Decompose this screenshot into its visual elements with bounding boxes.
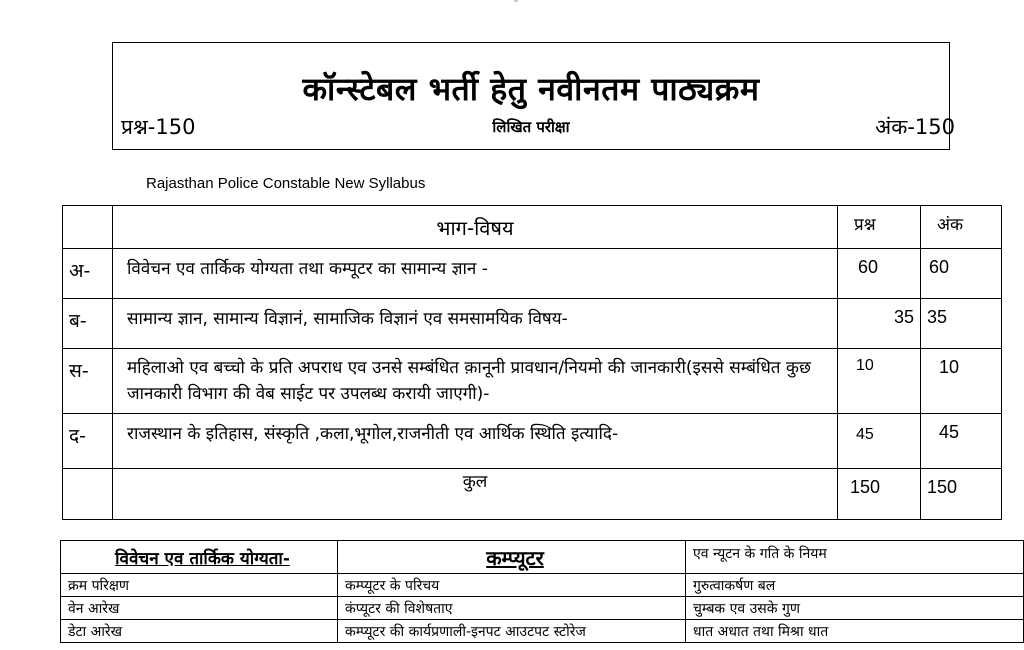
row-label: ब- — [63, 299, 113, 349]
syllabus-cell: क्रम परिक्षण — [61, 574, 338, 597]
row-subject: राजस्थान के इतिहास, संस्कृति ,कला,भूगोल,राजनीती एव आर्थिक स्थिति इत्यादि- — [113, 414, 838, 469]
syllabus-header-science: एव न्यूटन के गति के नियम — [686, 541, 1024, 574]
question-count: प्रश्न-150 — [121, 115, 196, 139]
syllabus-row — [61, 620, 1024, 643]
row-marks: 45 — [921, 414, 1002, 469]
table-row — [63, 249, 1002, 299]
total-marks: अंक-150 — [875, 115, 955, 139]
row-questions: 60 — [838, 249, 921, 299]
table-row — [63, 414, 1002, 469]
exam-type: लिखित परीक्षा — [492, 118, 570, 136]
header-questions: प्रश्न — [838, 206, 921, 249]
row-questions: 10 — [838, 349, 921, 414]
row-subject: महिलाओ एव बच्चो के प्रति अपराध एव उनसे सम्बंधित क़ानूनी प्रावधान/नियमो की जानकारी(इससे सम्बंधित कुछ जानकारी विभाग की वेब साईट पर उपलब्ध करायी जाएगी)- — [113, 349, 838, 414]
header-marks: अंक — [921, 206, 1002, 249]
header-label-cell — [63, 206, 113, 249]
title-box — [112, 42, 955, 150]
subtitle: Rajasthan Police Constable New Syllabus — [146, 175, 426, 192]
syllabus-cell: धात अधात तथा मिश्रा धात — [686, 620, 1024, 643]
exam-pattern-table — [62, 205, 1002, 520]
top-mark — [514, 0, 518, 2]
table-row — [63, 299, 1002, 349]
syllabus-table — [60, 540, 1024, 643]
syllabus-row — [61, 597, 1024, 620]
syllabus-cell: चुम्बक एव उसके गुण — [686, 597, 1024, 620]
table-row — [63, 349, 1002, 414]
page-title: कॉन्स्टेबल भर्ती हेतु नवीनतम पाठ्यक्रम — [302, 70, 760, 108]
syllabus-header-row — [61, 541, 1024, 574]
syllabus-cell: कम्प्यूटर की कार्यप्रणाली-इनपट आउटपट स्टोरेज — [338, 620, 686, 643]
row-marks: 35 — [921, 299, 1002, 349]
row-marks: 10 — [921, 349, 1002, 414]
syllabus-cell: कंप्यूटर की विशेषताए — [338, 597, 686, 620]
row-marks: 60 — [921, 249, 1002, 299]
syllabus-header-computer: कम्प्यूटर — [338, 541, 686, 574]
row-subject: सामान्य ज्ञान, सामान्य विज्ञानं, सामाजिक विज्ञानं एव समसामयिक विषय- — [113, 299, 838, 349]
row-label: स- — [63, 349, 113, 414]
total-questions: 150 — [838, 469, 921, 520]
syllabus-header-reasoning: विवेचन एव तार्किक योग्यता- — [61, 541, 338, 574]
total-marks-cell: 150 — [921, 469, 1002, 520]
syllabus-cell: वेन आरेख — [61, 597, 338, 620]
header-subject: भाग-विषय — [113, 206, 838, 249]
row-questions: 45 — [838, 414, 921, 469]
total-label: कुल — [113, 469, 838, 520]
syllabus-cell: कम्प्यूटर के परिचय — [338, 574, 686, 597]
table-header-row — [63, 206, 1002, 249]
syllabus-cell: गुरुत्वाकर्षण बल — [686, 574, 1024, 597]
table-total-row — [63, 469, 1002, 520]
row-label: द- — [63, 414, 113, 469]
row-questions: 35 — [838, 299, 921, 349]
row-label: अ- — [63, 249, 113, 299]
syllabus-row — [61, 574, 1024, 597]
total-label-cell — [63, 469, 113, 520]
row-subject: विवेचन एव तार्किक योग्यता तथा कम्पूटर का सामान्य ज्ञान - — [113, 249, 838, 299]
syllabus-cell: डेटा आरेख — [61, 620, 338, 643]
